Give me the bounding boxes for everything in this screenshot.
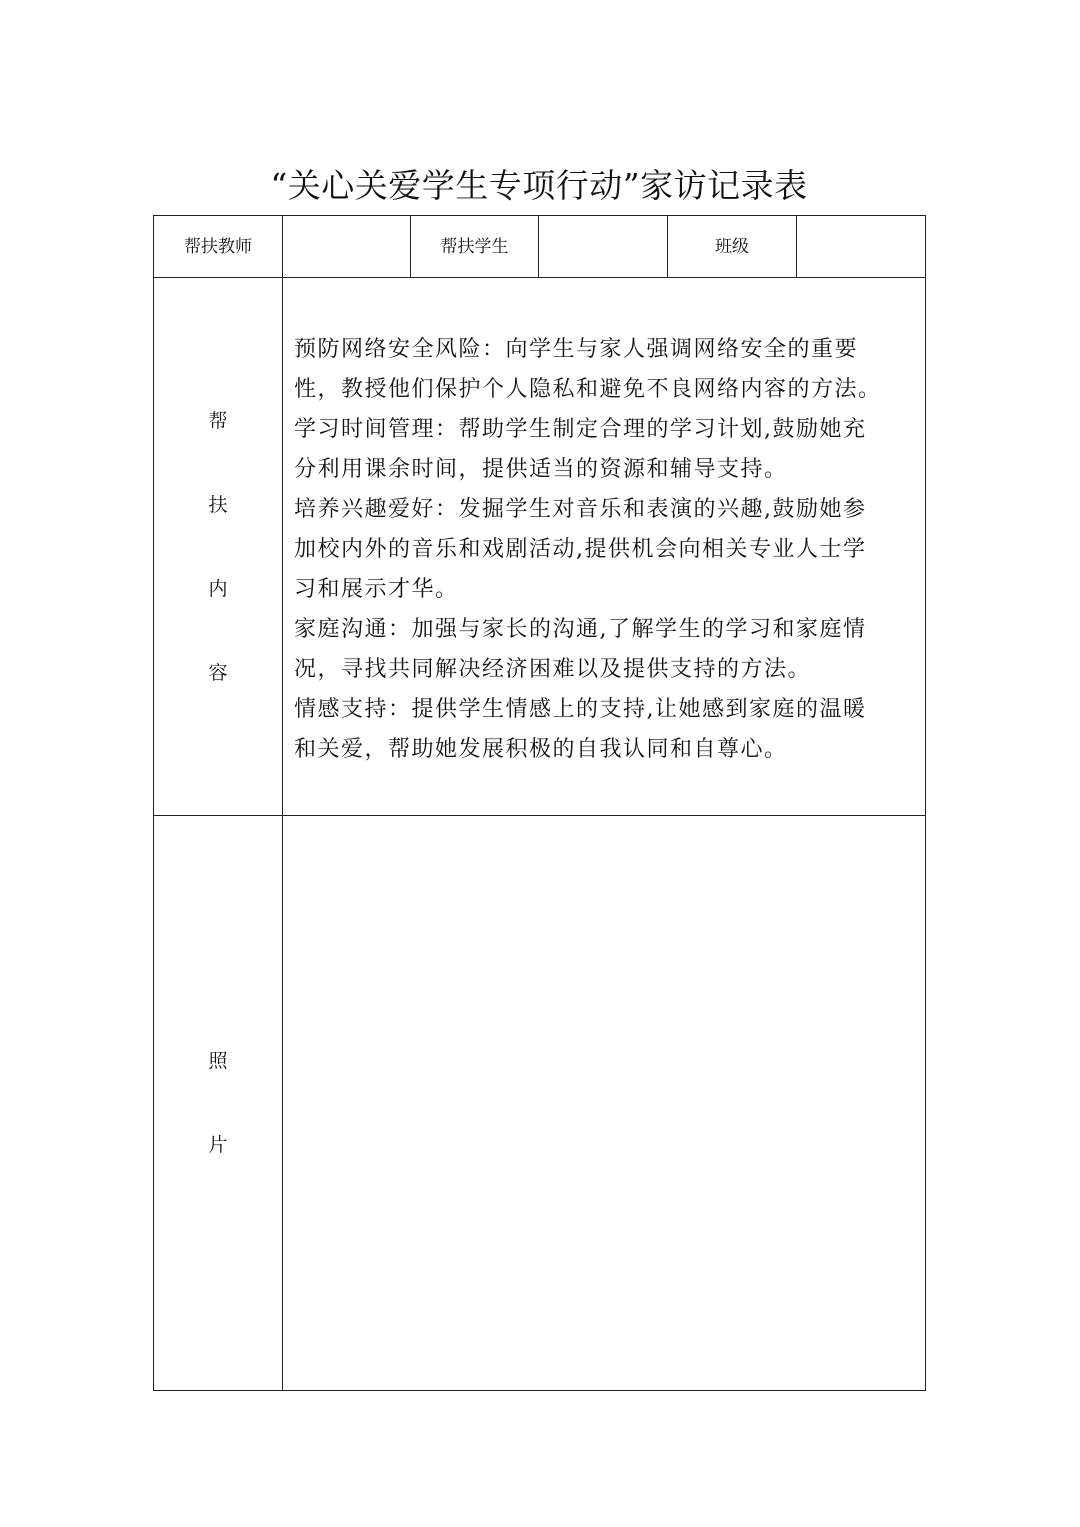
assistance-content-label — [154, 278, 283, 816]
assistance-content-cell — [283, 278, 926, 816]
document-title: “关心关爱学生专项行动”家访记录表 — [270, 166, 808, 205]
home-visit-record-table — [153, 215, 926, 1391]
assistance-label-char: 容 — [208, 661, 228, 684]
assistance-label-char: 帮 — [208, 409, 228, 432]
photo-area[interactable] — [283, 816, 926, 1391]
student-label: 帮扶学生 — [411, 216, 539, 278]
teacher-value-cell[interactable] — [283, 216, 411, 278]
photo-row — [154, 816, 926, 1391]
student-value-cell[interactable] — [539, 216, 668, 278]
header-row — [154, 216, 926, 278]
assistance-content-text: 预防网络安全风险：向学生与家人强调网络安全的重要 性，教授他们保护个人隐私和避免不良网络内容的方法。 学习时间管理：帮助学生制定合理的学习计划,鼓励她充 分利用课余时间，提供适当的资源和辅导支持。 培养兴趣爱好：发掘学生对音乐和表演的兴趣,鼓励她参 加校内外的音乐和戏剧活动,提供机会向相关专业人士学 习和展示才华。 家庭沟通：加强与家长的沟通,了解学生的学习和家庭情 况，寻找共同解决经济困难以及提供支持的方法。 情感支持：提供学生情感上的支持,让她感到家庭的温暖 和关爱，帮助她发展积极的自我认同和自尊心。 — [294, 336, 882, 762]
assistance-content-row — [154, 278, 926, 816]
teacher-label: 帮扶教师 — [154, 216, 283, 278]
class-label: 班级 — [668, 216, 797, 278]
class-value-cell[interactable] — [797, 216, 926, 278]
photo-label — [154, 816, 283, 1391]
assistance-label-char: 扶 — [208, 493, 228, 516]
assistance-label-char: 内 — [208, 577, 228, 600]
photo-label-char: 片 — [208, 1134, 228, 1156]
photo-label-char: 照 — [208, 1050, 228, 1072]
